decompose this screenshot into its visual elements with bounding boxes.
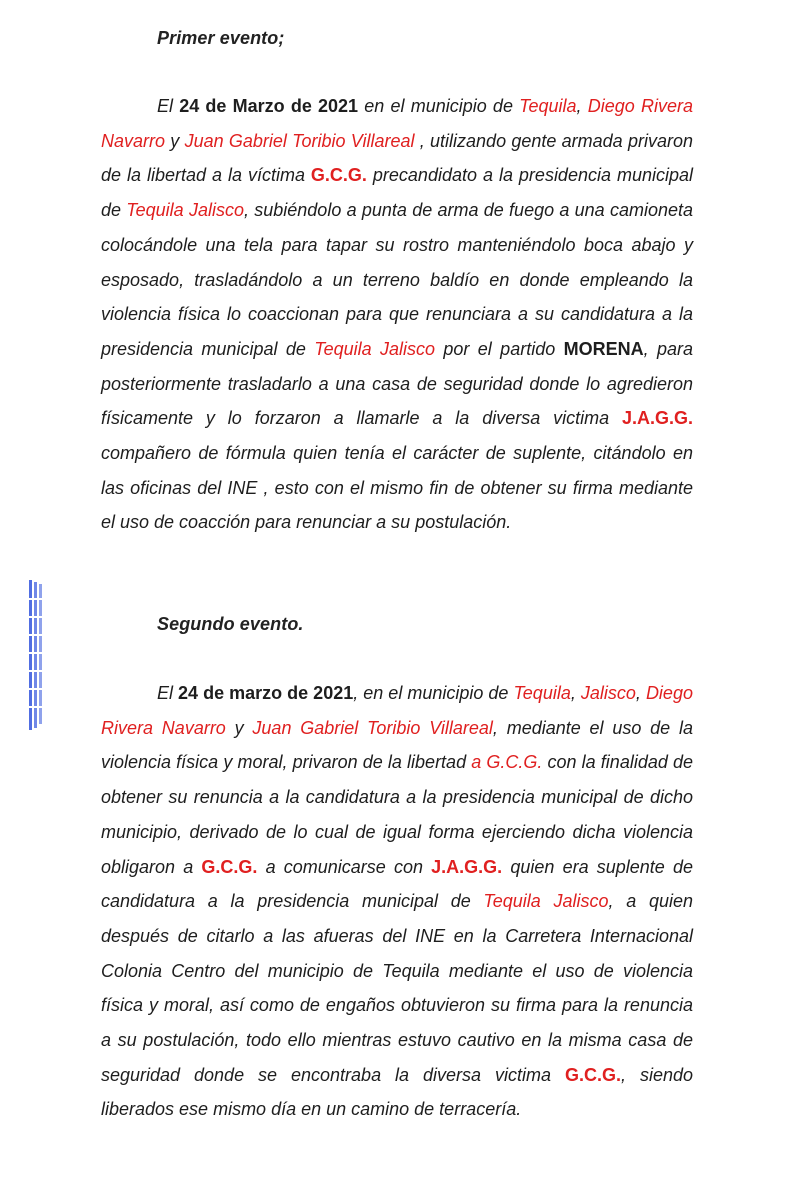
highlight-victim: G.C.G. <box>201 856 258 877</box>
text-run: , <box>570 683 581 703</box>
second-event-paragraph <box>101 676 693 1127</box>
text-run: y <box>165 130 185 151</box>
text-run: , a quien después de citarlo a las afueras del INE en la Carretera Internacional Colonia Centro del municipio de Tequila mediante el uso de violencia física y moral, así como de engaños obtuvieron su firma para la renuncia a su postulación, todo ello mientras estuvo cautivo en la misma casa de seguridad donde se encontraba la diversa victima <box>101 891 693 1085</box>
text-run: , en el municipio de <box>353 683 514 703</box>
text-run: quien era suplente de candidatura a la presidencia municipal de <box>101 856 693 912</box>
highlight-victim: J.A.G.G. <box>621 408 693 429</box>
text-run: , <box>576 96 588 116</box>
highlight-place: Jalisco <box>580 683 636 703</box>
text-run: precandidato a la presidencia municipal de <box>101 165 693 221</box>
margin-annotation-mark <box>28 578 44 738</box>
text-run: , utilizando gente armada privaron de la libertad a la víctima <box>101 130 693 186</box>
highlight-place: Tequila Jalisco <box>483 891 609 912</box>
text-run: El <box>157 96 180 116</box>
text-run: , mediante el uso de la violencia física y moral, privaron de la libertad <box>101 717 693 773</box>
highlight-place: Tequila <box>519 96 577 116</box>
text-run: , para posteriormente trasladarlo a una casa de seguridad donde lo agredieron físicamente y lo forzaron a llamarle a la diversa victima <box>101 338 693 429</box>
highlight-place: Tequila <box>513 683 571 703</box>
text-run: en el municipio de <box>358 96 520 116</box>
highlight-victim: J.A.G.G. <box>431 856 503 877</box>
highlight-person: Juan Gabriel Toribio Villareal <box>252 717 493 738</box>
first-event-heading: Primer evento; <box>157 28 285 48</box>
highlight-victim: a G.C.G. <box>471 752 543 773</box>
second-event-heading: Segundo evento. <box>157 614 304 634</box>
highlight-person: Diego Rivera Navarro <box>101 683 693 738</box>
first-event-paragraph <box>101 89 693 540</box>
text-run: , subiéndolo a punta de arma de fuego a una camioneta colocándole una tela para tapar su rostro manteniéndolo boca abajo y esposado, trasladándolo a un terreno baldío en donde empleando la violencia física lo coaccionan para que renunciara a su candidatura a la presidencia municipal de <box>101 200 694 359</box>
highlight-victim: G.C.G. <box>564 1064 621 1085</box>
text-run: a comunicarse con <box>257 856 432 877</box>
highlight-person: Juan Gabriel Toribio Villareal <box>184 130 415 151</box>
highlight-place: Tequila Jalisco <box>126 200 244 221</box>
party-name: MORENA <box>563 338 644 359</box>
text-run: y <box>225 717 253 738</box>
text-run: , <box>635 683 646 703</box>
text-run: con la finalidad de obtener su renuncia a la candidatura a la presidencia municipal de dicho municipio, derivado de lo cual de igual forma ejerciendo dicha violencia obligaron a <box>101 752 694 877</box>
text-run: El <box>157 683 179 703</box>
text-run: compañero de fórmula quien tenía el carácter de suplente, citándolo en las oficinas del INE , esto con el mismo fin de obtener su firma mediante el uso de coacción para renunciar a su postulación. <box>101 443 693 533</box>
highlight-place: Tequila Jalisco <box>314 338 436 359</box>
highlight-person: Diego Rivera Navarro <box>101 96 693 151</box>
highlight-victim: G.C.G. <box>310 165 367 186</box>
event-date: 24 de marzo de 2021 <box>178 683 354 703</box>
event-date: 24 de Marzo de 2021 <box>179 96 359 116</box>
text-run: , siendo liberados ese mismo día en un camino de terracería. <box>101 1064 693 1120</box>
text-run: por el partido <box>435 338 564 359</box>
